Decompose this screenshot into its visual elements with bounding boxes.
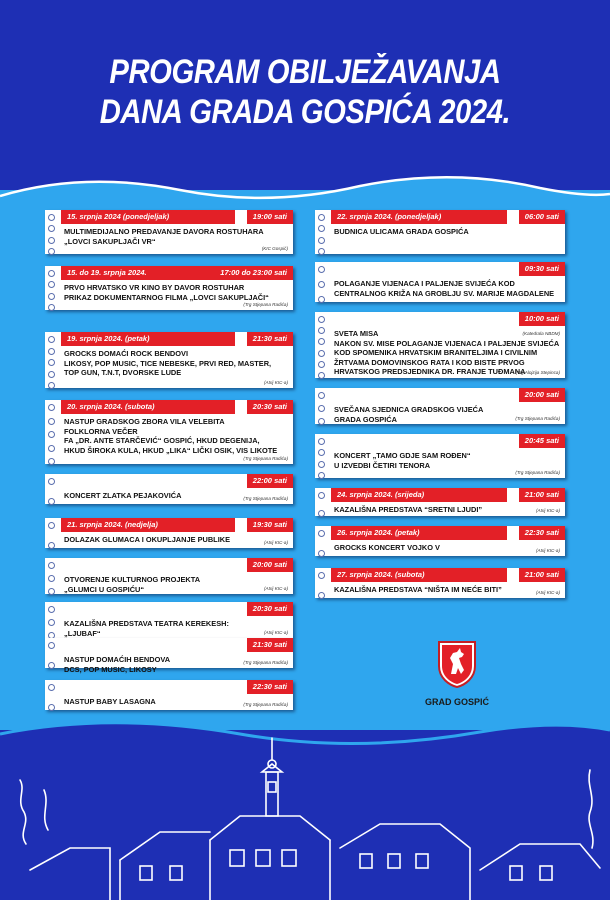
event-description — [64, 417, 277, 455]
event-card — [315, 312, 565, 378]
binder-ring-icon — [318, 550, 325, 557]
event-line: U IZVEDBI ČETIRI TENORA — [334, 460, 431, 470]
event-time: 21:30 sati — [247, 638, 293, 652]
binder-ring-icon — [318, 418, 325, 425]
event-location: (Trg Stjepana Radića) — [243, 302, 288, 307]
binder-ring-icon — [318, 392, 325, 399]
binder-ring-icon — [318, 338, 325, 345]
binder-ring-icon — [48, 704, 55, 711]
binder-ring-icon — [48, 359, 55, 366]
event-location: (Trg Stjepana Radića) — [243, 456, 288, 461]
binder-ring-icon — [48, 418, 55, 425]
city-skyline-illustration — [0, 720, 610, 900]
event-line: KOD SPOMENIKA HRVATSKIM BRANITELJIMA I CIVILNIM — [334, 348, 538, 357]
event-line: HKUD ŠIROKA KULA, HKUD „LIKA“ LIČKI OSIK, VIS LIKOTE — [64, 445, 278, 455]
binder-ring-icon — [318, 214, 325, 221]
event-location: (Trg Stjepana Radića) — [515, 470, 560, 475]
event-location: (Trg Alojzija Stepinca) — [515, 370, 560, 375]
event-card — [315, 262, 565, 302]
title-line-2: DANA GRADA GOSPIĆA 2024. — [99, 93, 511, 131]
binder-ring-icon — [318, 350, 325, 357]
event-line: SVEČANA SJEDNICA GRADSKOG VIJEĆA — [334, 405, 484, 414]
binder-rings — [318, 312, 326, 378]
event-line: KAZALIŠNA PREDSTAVA “NIŠTA IM NEĆE BITI” — [334, 585, 502, 594]
binder-ring-icon — [48, 498, 55, 505]
event-location: (Atrij KIC-a) — [264, 630, 288, 635]
binder-ring-icon — [318, 237, 325, 244]
event-description — [64, 575, 200, 594]
logo-label: GRAD GOSPIĆ — [424, 697, 489, 707]
binder-rings — [48, 266, 56, 310]
event-time: 19:00 sati — [247, 210, 293, 224]
event-location: (Atrij KIC-a) — [536, 590, 560, 595]
binder-ring-icon — [318, 372, 325, 379]
event-line: KAZALIŠNA PREDSTAVA “SRETNI LJUDI” — [334, 505, 483, 514]
event-line: TOP GUN, T.N.T, DVORSKE LUDE — [64, 368, 182, 377]
event-line: „LJUBAF“ — [64, 628, 101, 638]
event-line: MULTIMEDIJALNO PREDAVANJE DAVORA ROSTUHARA — [64, 227, 264, 236]
event-line: OTVORENJE KULTURNOG PROJEKTA — [64, 575, 201, 584]
event-location: (Trg Stjepana Radića) — [243, 660, 288, 665]
binder-ring-icon — [318, 316, 325, 323]
binder-rings — [318, 434, 326, 478]
event-card — [45, 210, 293, 254]
binder-ring-icon — [48, 270, 55, 277]
event-location: (Trg Stjepana Radića) — [243, 702, 288, 707]
binder-ring-icon — [318, 248, 325, 255]
event-description — [64, 697, 156, 707]
event-time: 22:30 sati — [519, 526, 565, 540]
event-description — [334, 505, 482, 515]
event-card — [45, 400, 293, 464]
binder-ring-icon — [318, 449, 325, 456]
binder-ring-icon — [318, 492, 325, 499]
event-location: (Atrij KIC-a) — [264, 586, 288, 591]
binder-ring-icon — [48, 371, 55, 378]
binder-rings — [318, 210, 326, 254]
event-line: ŽRTVAMA DOMOVINSKOG RATA I KOD BISTE PRVOG — [334, 357, 525, 367]
event-location-secondary: (Katedrala NBDM) — [522, 331, 560, 336]
event-line: KONCERT „TAMO GDJE SAM ROĐEN“ — [334, 451, 471, 460]
binder-ring-icon — [48, 606, 55, 613]
binder-ring-icon — [48, 293, 55, 300]
binder-rings — [48, 474, 56, 504]
event-date: 15. do 19. srpnja 2024. — [61, 266, 235, 280]
event-line: CENTRALNOG KRIŽA NA GROBLJU SV. MARIJE MAGDALENE — [334, 288, 555, 298]
event-time: 19:30 sati — [247, 518, 293, 532]
event-card — [45, 474, 293, 504]
binder-ring-icon — [48, 237, 55, 244]
event-date: 26. srpnja 2024. (petak) — [331, 526, 507, 540]
event-line: PRVO HRVATSKO VR KINO BY DAVOR ROSTUHAR — [64, 283, 245, 292]
binder-rings — [48, 638, 56, 668]
binder-ring-icon — [318, 225, 325, 232]
binder-ring-icon — [48, 431, 55, 438]
binder-rings — [48, 602, 56, 638]
event-time: 20:45 sati — [519, 434, 565, 448]
event-time: 21:00 sati — [519, 568, 565, 582]
event-description — [334, 451, 471, 470]
event-line: „LOVCI SAKUPLJAČI VR“ — [64, 236, 156, 246]
event-date: 27. srpnja 2024. (subota) — [331, 568, 507, 582]
event-line: „GLUMCI U GOSPIĆU“ — [64, 584, 145, 594]
binder-ring-icon — [318, 572, 325, 579]
binder-ring-icon — [48, 225, 55, 232]
event-description — [64, 283, 269, 302]
event-line: GROCKS KONCERT VOJKO V — [334, 543, 440, 552]
binder-ring-icon — [48, 281, 55, 288]
event-date: 21. srpnja 2024. (nedjelja) — [61, 518, 235, 532]
event-card — [315, 488, 565, 516]
event-location: (Atrij KIC-a) — [264, 380, 288, 385]
event-location: (Atrij KIC-a) — [536, 508, 560, 513]
binder-ring-icon — [48, 662, 55, 669]
event-line: NAKON SV. MISE POLAGANJE VIJENACA I PALJENJE SVIJEĆA — [334, 338, 560, 348]
event-location: (Trg Stjepana Radića) — [515, 416, 560, 421]
binder-ring-icon — [318, 461, 325, 468]
event-time: 22:00 sati — [247, 474, 293, 488]
binder-ring-icon — [318, 281, 325, 288]
binder-ring-icon — [48, 575, 55, 582]
binder-ring-icon — [318, 361, 325, 368]
binder-rings — [318, 568, 326, 598]
coat-of-arms-icon — [437, 640, 477, 688]
event-description — [334, 585, 502, 595]
binder-ring-icon — [318, 296, 325, 303]
binder-ring-icon — [48, 522, 55, 529]
event-description — [64, 655, 170, 674]
event-line: GRADA GOSPIĆA — [334, 414, 397, 424]
binder-ring-icon — [48, 348, 55, 355]
event-time: 09:30 sati — [519, 262, 565, 276]
event-description — [334, 543, 440, 553]
event-description — [64, 619, 229, 638]
event-line: GROCKS DOMAĆI ROCK BENDOVI — [64, 349, 189, 358]
binder-ring-icon — [48, 248, 55, 255]
binder-rings — [48, 518, 56, 548]
event-time: 06:00 sati — [519, 210, 565, 224]
event-time: 20:30 sati — [247, 602, 293, 616]
title-line-1: PROGRAM OBILJEŽAVANJA — [109, 53, 501, 91]
binder-ring-icon — [48, 562, 55, 569]
binder-ring-icon — [48, 382, 55, 389]
binder-ring-icon — [318, 530, 325, 537]
top-wave — [0, 170, 610, 210]
binder-ring-icon — [318, 510, 325, 517]
event-card — [45, 602, 293, 638]
binder-ring-icon — [48, 588, 55, 595]
binder-rings — [48, 332, 56, 388]
binder-ring-icon — [318, 327, 325, 334]
event-description — [334, 405, 483, 424]
binder-ring-icon — [48, 478, 55, 485]
event-line: SVETA MISA — [334, 329, 379, 338]
binder-ring-icon — [48, 336, 55, 343]
event-description — [64, 535, 230, 545]
event-location: (Trg Stjepana Radića) — [243, 496, 288, 501]
event-card — [315, 568, 565, 598]
binder-ring-icon — [318, 438, 325, 445]
event-card — [45, 680, 293, 710]
binder-ring-icon — [318, 592, 325, 599]
event-description — [64, 349, 271, 378]
event-line: DCS, POP MUSIC, LIKOSY — [64, 664, 157, 674]
event-time: 17:00 do 23:00 sati — [214, 266, 293, 280]
binder-rings — [318, 388, 326, 424]
binder-rings — [318, 488, 326, 516]
page-title — [43, 52, 568, 132]
event-line: NASTUP GRADSKOG ZBORA VILA VELEBITA — [64, 417, 225, 426]
event-line: FA „DR. ANTE STARČEVIĆ“ GOSPIĆ, HKUD DEGENIJA, — [64, 436, 260, 445]
event-time: 21:30 sati — [247, 332, 293, 346]
event-date: 19. srpnja 2024. (petak) — [61, 332, 235, 346]
event-line: BUDNICA ULICAMA GRADA GOSPIĆA — [334, 227, 469, 236]
event-line: LIKOSY, POP MUSIC, TICE NEBESKE, PRVI RED, MASTER, — [64, 358, 272, 368]
event-card — [45, 558, 293, 594]
event-location: (Atrij KIC-a) — [536, 548, 560, 553]
event-time: 10:00 sati — [519, 312, 565, 326]
binder-ring-icon — [318, 472, 325, 479]
event-date: 22. srpnja 2024. (ponedjeljak) — [331, 210, 507, 224]
event-description — [64, 491, 181, 501]
binder-ring-icon — [48, 445, 55, 452]
event-line: POLAGANJE VIJENACA I PALJENJE SVIJEĆA KOD — [334, 279, 515, 288]
event-card — [45, 266, 293, 310]
event-line: HRVATSKOG PREDSJEDNIKA DR. FRANJE TUĐMANA — [334, 367, 526, 376]
event-description — [334, 227, 469, 237]
event-line: KONCERT ZLATKA PEJAKOVIĆA — [64, 491, 182, 500]
event-card — [315, 388, 565, 424]
event-time: 20:30 sati — [247, 400, 293, 414]
event-description — [64, 227, 264, 246]
event-location: (KIC Gospić) — [261, 246, 288, 251]
binder-ring-icon — [318, 405, 325, 412]
binder-ring-icon — [48, 404, 55, 411]
event-date: 15. srpnja 2024 (ponedjeljak) — [61, 210, 235, 224]
event-card — [45, 332, 293, 388]
binder-ring-icon — [48, 642, 55, 649]
binder-rings — [48, 680, 56, 710]
event-time: 21:00 sati — [519, 488, 565, 502]
binder-ring-icon — [48, 214, 55, 221]
event-line: KAZALIŠNA PREDSTAVA TEATRA KEREKESH: — [64, 619, 229, 628]
binder-ring-icon — [48, 304, 55, 311]
binder-ring-icon — [318, 266, 325, 273]
event-description — [334, 279, 554, 298]
binder-ring-icon — [48, 619, 55, 626]
event-line: FOLKLORNA VEČER — [64, 426, 138, 436]
binder-ring-icon — [48, 542, 55, 549]
binder-rings — [48, 400, 56, 464]
event-line: NASTUP BABY LASAGNA — [64, 697, 156, 706]
binder-rings — [48, 558, 56, 594]
binder-ring-icon — [48, 684, 55, 691]
event-card — [45, 638, 293, 674]
event-card — [45, 518, 293, 548]
binder-rings — [318, 262, 326, 302]
event-line: DOLAZAK GLUMACA I OKUPLJANJE PUBLIKE — [64, 535, 231, 544]
city-logo — [418, 640, 496, 707]
event-date: 24. srpnja 2024. (srijeda) — [331, 488, 507, 502]
binder-rings — [318, 526, 326, 556]
event-card — [315, 434, 565, 478]
binder-rings — [48, 210, 56, 254]
event-location: (Atrij KIC-a) — [264, 540, 288, 545]
event-date: 20. srpnja 2024. (subota) — [61, 400, 235, 414]
event-card — [315, 210, 565, 254]
event-time: 22:30 sati — [247, 680, 293, 694]
event-time: 20:00 sati — [247, 558, 293, 572]
event-line: NASTUP DOMAĆIH BENDOVA — [64, 655, 171, 664]
binder-ring-icon — [48, 458, 55, 465]
event-line: PRIKAZ DOKUMENTARNOG FILMA „LOVCI SAKUPLJAČI“ — [64, 292, 269, 302]
event-time: 20:00 sati — [519, 388, 565, 402]
event-card — [315, 526, 565, 556]
